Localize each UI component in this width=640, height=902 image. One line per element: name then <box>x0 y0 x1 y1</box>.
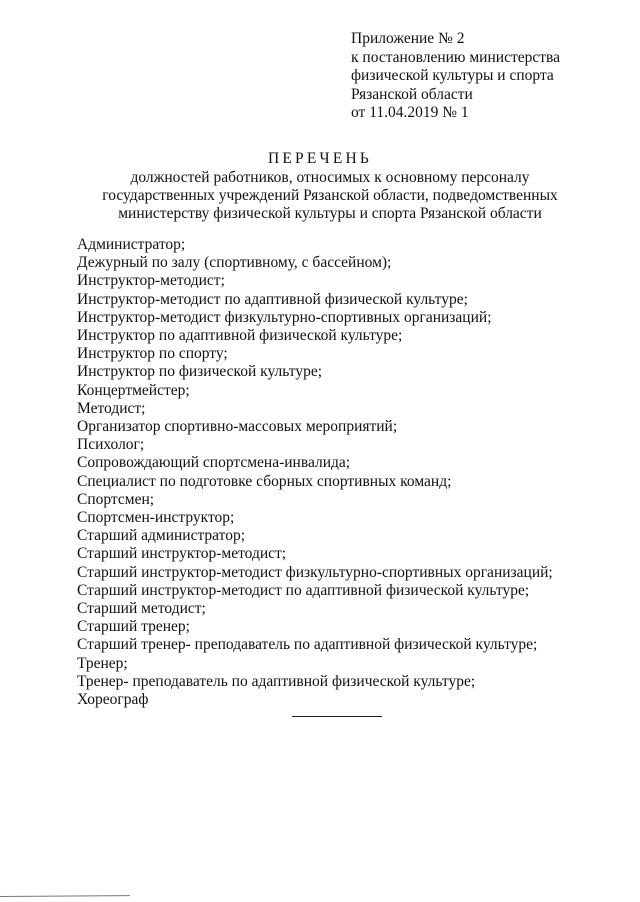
list-item: Старший администратор; <box>77 527 246 545</box>
list-item: Администратор; <box>77 236 186 253</box>
list-item: Старший тренер; <box>77 618 190 636</box>
appendix-line: к постановлению министерства <box>351 48 561 66</box>
list-item: Инструктор по физической культуре; <box>77 363 323 381</box>
list-item: Сопровождающий спортсмена-инвалида; <box>77 454 351 472</box>
list-item: Инструктор по адаптивной физической культуре; <box>77 327 403 345</box>
list-item: Старший инструктор-методист; <box>77 545 287 563</box>
list-item: Старший методист; <box>77 600 206 618</box>
subtitle-line: министерству физической культуры и спорта Рязанской области <box>118 205 542 222</box>
list-item: Психолог; <box>77 436 145 454</box>
scan-edge-line <box>0 895 130 897</box>
list-item: Тренер- преподаватель по адаптивной физической культуре; <box>77 672 476 690</box>
subtitle-line: должностей работников, относимых к основному персоналу <box>130 169 530 186</box>
document-title: ПЕРЕЧЕНЬ <box>268 150 372 167</box>
list-item: Старший тренер- преподаватель по адаптивной физической культуре; <box>77 636 538 654</box>
list-item: Концертмейстер; <box>77 381 190 399</box>
list-item: Хореограф <box>77 691 149 709</box>
appendix-date: от 11.04.2019 № 1 <box>351 104 469 121</box>
list-item: Дежурный по залу (спортивному, с бассейном); <box>77 254 392 272</box>
appendix-line: физической культуры и спорта <box>351 67 554 84</box>
document-subtitle <box>60 169 600 223</box>
appendix-number: Приложение № 2 <box>351 30 465 47</box>
subtitle-line: государственных учреждений Рязанской области, подведомственных <box>102 187 558 204</box>
list-item: Тренер; <box>77 654 128 672</box>
appendix-block <box>351 30 621 123</box>
list-item: Спортсмен; <box>77 490 155 508</box>
appendix-line: Рязанской области <box>351 85 473 103</box>
list-item: Организатор спортивно-массовых мероприятий; <box>77 418 398 436</box>
list-item: Старший инструктор-методист физкультурно-спортивных организаций; <box>77 563 553 581</box>
list-item: Инструктор-методист; <box>77 272 225 290</box>
list-item: Инструктор по спорту; <box>77 345 228 363</box>
list-item: Старший инструктор-методист по адаптивной физической культуре; <box>77 581 530 599</box>
list-item: Специалист по подготовке сборных спортивных команд; <box>77 472 452 490</box>
list-item: Инструктор-методист физкультурно-спортивных организаций; <box>77 308 492 326</box>
end-divider <box>292 716 382 717</box>
list-item: Методист; <box>77 399 146 417</box>
list-item: Инструктор-методист по адаптивной физической культуре; <box>77 290 468 308</box>
positions-list <box>77 236 617 709</box>
list-item: Спортсмен-инструктор; <box>77 509 235 527</box>
